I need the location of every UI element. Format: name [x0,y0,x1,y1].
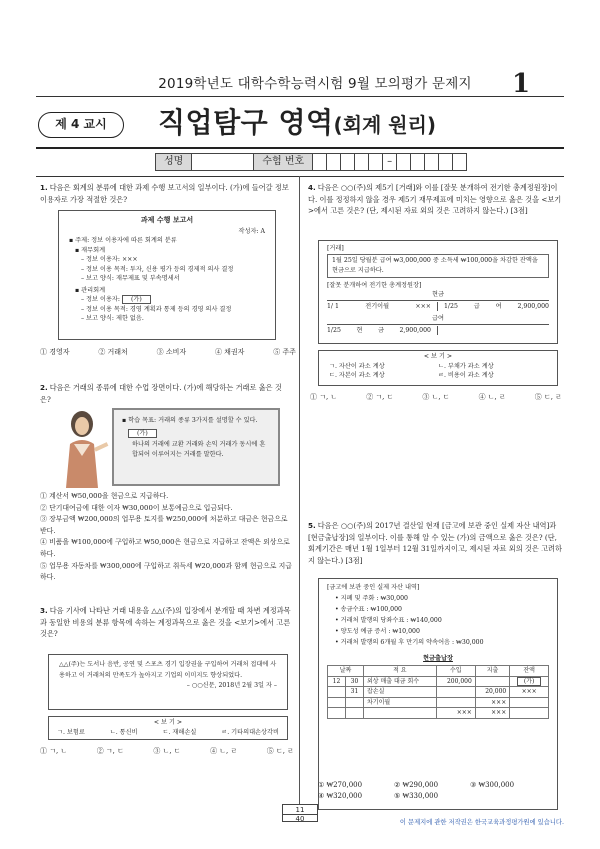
account: 전기이월 [365,302,390,310]
bogi-item: ㄷ. 재해손실 [162,728,197,736]
month [328,708,346,719]
subject-title [158,103,436,144]
copyright-notice: 이 문제지에 관한 저작권은 한국교육과정평가원에 있습니다. [399,819,564,826]
asset-label: [금고에 보관 중인 실제 자산 내역] [327,584,420,591]
bogi-items [57,728,279,738]
amount: ××× [415,302,431,310]
month [328,697,346,708]
q4-choices [310,392,562,402]
bogi-label: < 보 기 > [153,719,183,726]
date: 1/25 [444,302,458,310]
choice-4[interactable]: ④ ㄴ, ㄹ [210,747,238,755]
choice-3[interactable]: ③ ㄴ, ㄷ [422,393,450,401]
question-stem: 다음은 ○○(주)의 2017년 결산일 현재 [금고에 보관 중인 실제 자산 내역]과 [현금출납장]의 일부이다. 이를 통해 알 수 있는 (가)의 금액으로 옳은 것은? (단, 회계기간은 매년 1월 1일부터 12월 31일까지이고, 제시된 자료 외의 것은 고려하지 않는다.) [3점] [308,521,562,565]
choice-2[interactable]: ② 거래처 [98,348,128,356]
title-underline [36,147,564,149]
question-5 [308,520,564,566]
choice-1[interactable]: ① ㄱ, ㄴ [40,747,68,755]
expense [475,676,509,687]
table-row [328,697,549,708]
table-row [328,687,549,698]
choice-1[interactable]: ① 계산서 ₩50,000을 현금으로 지급하다. [40,492,169,500]
page-number: 1 [512,69,531,99]
bogi-item: ㄷ. 자본이 과소 계상 [329,372,385,379]
mgmt-format: – 보고 양식: 제한 없음. [81,315,144,322]
col-date: 날짜 [328,666,364,677]
account: 여 [495,302,502,310]
column-divider [299,176,300,804]
question-3 [40,605,292,640]
choice-2[interactable]: ② 단기대여금에 대한 이자 ₩30,000이 보통예금으로 입금되다. [40,503,233,512]
page-counter [282,804,318,822]
balance [510,708,549,719]
cashbook-title: 현금출납장 [423,654,453,662]
bogi-item: ㄹ. 기타의대손상각비 [221,728,279,736]
expense: ××× [475,697,509,708]
description [364,708,437,719]
balance [510,697,549,708]
choice-5[interactable]: ⑤ 주주 [273,348,296,356]
teacher-illustration [52,408,112,488]
page-total: 40 [295,815,305,823]
article-text: △△(주)는 도서나 음반, 공연 및 스포츠 경기 입장권을 구입하여 거래처 접대에 사용하고 이 거래처의 만족도가 높아지고 기업의 이미지도 향상되었다. [59,661,277,679]
fin-title: ▪ 재무회계 [75,246,106,254]
amount: 2,900,000 [399,326,431,334]
ledger-label: [잘못 분개하여 전기한 총계정원장] [327,281,422,289]
asset-item: • 거래처 발행의 당좌수표 : ₩140,000 [335,616,442,624]
asset-item: • 거래처 발행의 6개월 후 만기의 약속어음 : ₩30,000 [335,638,484,646]
account: 급 [473,302,480,310]
asset-item: • 지폐 및 주화 : ₩30,000 [335,594,408,602]
description: 외상 매출 대금 회수 [364,676,437,687]
report-title: 과제 수행 보고서 [140,215,194,224]
day: 31 [346,687,364,698]
name-field [192,153,254,171]
article-source: – ○○신문, 2018년 2월 3일 자 – [186,682,277,689]
bogi-item: ㄹ. 비용이 과소 계상 [438,372,494,379]
date: 1/ 1 [327,302,339,310]
bogi-box [48,716,288,740]
chalkboard [112,408,280,486]
question-stem: 다음 기사에 나타난 거래 내용을 △△(주)의 입장에서 분개할 때 차변 계정과목과 동일한 비용의 분류 항목에 속하는 계정과목으로 옳은 것을 <보기>에서 고른 것은? [40,606,291,638]
wage-debit [327,326,438,336]
subject-main: 직업탐구 영역 [158,106,334,139]
wage-account-row [327,324,549,336]
expense: ××× [475,708,509,719]
board-description: 하나의 거래에 교환 거래와 손익 거래가 동시에 혼합되어 이루어지는 거래를 말한다. [132,441,266,458]
mgmt-title: ▪ 관리회계 [75,286,106,294]
body-top-divider [36,176,564,177]
col-income: 수입 [436,666,475,677]
income: 200,000 [436,676,475,687]
bogi-item: ㄴ. 부채가 과소 계상 [438,362,494,370]
fin-purpose: – 정보 이용 목적: 투자, 신용 평가 등의 경제적 의사 결정 [81,265,234,273]
choice-4[interactable]: ④ 비품을 ₩100,000에 구입하고 ₩50,000은 현금으로 지급하고 잔액은 외상으로 하다. [40,538,290,558]
choice-3[interactable]: ③ 장부금액 ₩200,000의 업무용 토지를 ₩250,000에 처분하고 대금은 현금으로 받다. [40,515,288,535]
col-expense: 지출 [475,666,509,677]
income [436,687,475,698]
exam-number-digit [369,153,383,171]
report-author: 작성자: A [238,227,265,235]
asset-item: • 송금수표 : ₩100,000 [335,605,402,613]
description: 잡손실 [364,687,437,698]
question-number: 1. [40,183,48,192]
expense: 20,000 [475,687,509,698]
transaction-box [318,240,558,344]
mgmt-user [69,295,265,305]
choice-5[interactable]: ⑤ ₩330,000 [394,792,439,801]
choice-3[interactable]: ③ 소비자 [156,348,187,356]
exam-number-dash: – [383,153,397,171]
wage-account-title: 급여 [432,315,444,322]
bogi-item: ㄱ. 자산이 과소 계상 [329,362,385,370]
q5-choices [318,780,546,801]
blank-ga: (가) [122,295,151,304]
choice-4[interactable]: ④ 채권자 [214,348,245,356]
question-1 [40,182,292,205]
day [346,697,364,708]
question-number: 5. [308,521,316,530]
exam-number-digit [453,153,467,171]
board-goal: ▪ 학습 목표: 거래의 종류 3가지를 설명할 수 있다. [122,417,258,424]
question-stem: 다음은 회계의 분류에 대한 과제 수행 보고서의 일부이다. (가)에 들어갈 정보 이용자로 가장 적절한 것은? [40,183,289,204]
cashbook-table [327,665,549,719]
choice-3[interactable]: ③ ₩300,000 [470,781,515,789]
exam-number-digit [397,153,411,171]
income [436,697,475,708]
bogi-items [329,362,547,381]
bogi-label: < 보 기 > [423,353,453,360]
choice-1[interactable]: ① ₩270,000 [318,781,363,789]
bogi-item: ㄱ. 보험료 [57,728,85,736]
cash-account-title: 현금 [432,291,444,298]
mgmt-user-label: – 정보 이용자: [81,296,120,303]
choice-2[interactable]: ② ㄱ, ㄷ [366,393,394,401]
q1-choices [40,347,296,357]
choice-1[interactable]: ① ㄱ, ㄴ [310,393,338,401]
choice-2[interactable]: ② ₩290,000 [394,781,439,789]
q3-choices [40,746,294,756]
question-number: 2. [40,383,48,392]
balance [510,676,549,687]
asset-list [327,593,549,648]
blank-ga: (가) [517,677,541,686]
asset-item: • 양도성 예금 증서 : ₩10,000 [335,627,420,635]
exam-number-digit [411,153,425,171]
name-label: 성명 [155,153,192,171]
question-stem: 다음은 거래의 종류에 대한 수업 장면이다. (가)에 해당하는 거래로 옳은 것은? [40,383,282,404]
report-topic: ▪ 주제: 정보 이용자에 따른 회계의 분류 [69,237,177,244]
candidate-info-row [155,153,467,171]
cash-account-row [327,300,549,312]
cash-credit [438,302,549,312]
choice-3[interactable]: ③ ㄴ, ㄷ [153,747,181,755]
month: 12 [328,676,346,687]
period-badge: 제 4 교시 [38,112,124,138]
account: 현 [356,326,363,334]
report-box [58,210,276,340]
day: 30 [346,676,364,687]
choice-2[interactable]: ② ㄱ, ㄷ [96,747,124,755]
table-header [328,666,549,677]
description: 차기이월 [364,697,437,708]
choice-5[interactable]: ⑤ ㄷ, ㄹ [266,747,294,755]
cash-debit [327,302,438,312]
choice-5[interactable]: ⑤ 업무용 자동차를 ₩300,000에 구입하고 취득세 ₩20,000과 함께 현금으로 지급하다. [40,561,292,582]
exam-number-label: 수험 번호 [254,153,313,171]
choice-1[interactable]: ① 경영자 [40,348,70,356]
balance: ××× [510,687,549,698]
question-4 [308,182,564,217]
question-number: 3. [40,606,48,615]
wage-credit [438,326,549,336]
fin-user: – 정보 이용자: ××× [81,256,138,263]
exam-number-digit [439,153,453,171]
date: 1/25 [327,326,341,334]
transaction-text: 1월 25일 당월분 급여 ₩3,000,000 중 소득세 ₩100,000을 차감한 잔액을 현금으로 지급하다. [327,254,549,278]
exam-number-digit [425,153,439,171]
table-row [328,708,549,719]
exam-number-digit [341,153,355,171]
bogi-item: ㄴ. 통신비 [109,728,138,736]
page-current: 11 [283,806,317,815]
table-row [328,676,549,687]
day [346,708,364,719]
question-stem: 다음은 ○○(주)의 제5기 [거래]와 이를 [잘못 분개하여 전기한 총계정원장]이다. 이를 정정하지 않을 경우 제5기 재무제표에 미치는 영향으로 옳은 것을 <보기>에서 고른 것은? (단, 제시된 자료 외의 것은 고려하지 않는다.) [3점] [308,183,562,215]
blank-ga: (가) [128,429,157,438]
question-number: 4. [308,183,316,192]
asset-box [318,578,558,810]
exam-number-digit [327,153,341,171]
amount: 2,900,000 [517,302,549,310]
mgmt-purpose: – 정보 이용 목적: 경영 계획과 통제 등의 경영 의사 결정 [81,305,232,313]
q2-choices [40,491,294,584]
account: 금 [377,326,384,334]
choice-4[interactable]: ④ ₩320,000 [318,792,363,801]
col-desc: 적 요 [364,666,437,677]
subject-sub: (회계 원리) [333,113,437,137]
exam-title: 2019학년도 대학수학능력시험 9월 모의평가 문제지 [158,76,472,92]
bogi-box [318,350,558,386]
header-divider [36,96,564,97]
choice-5[interactable]: ⑤ ㄷ, ㄹ [534,393,562,401]
question-2 [40,382,292,405]
exam-number-digit [355,153,369,171]
col-balance: 잔액 [510,666,549,677]
article-box [48,654,288,710]
exam-number-digit [313,153,327,171]
choice-4[interactable]: ④ ㄴ, ㄹ [478,393,506,401]
fin-format: – 보고 양식: 재무제표 및 부속명세서 [81,275,180,282]
transaction-label: [거래] [327,245,344,252]
month [328,687,346,698]
income: ××× [436,708,475,719]
